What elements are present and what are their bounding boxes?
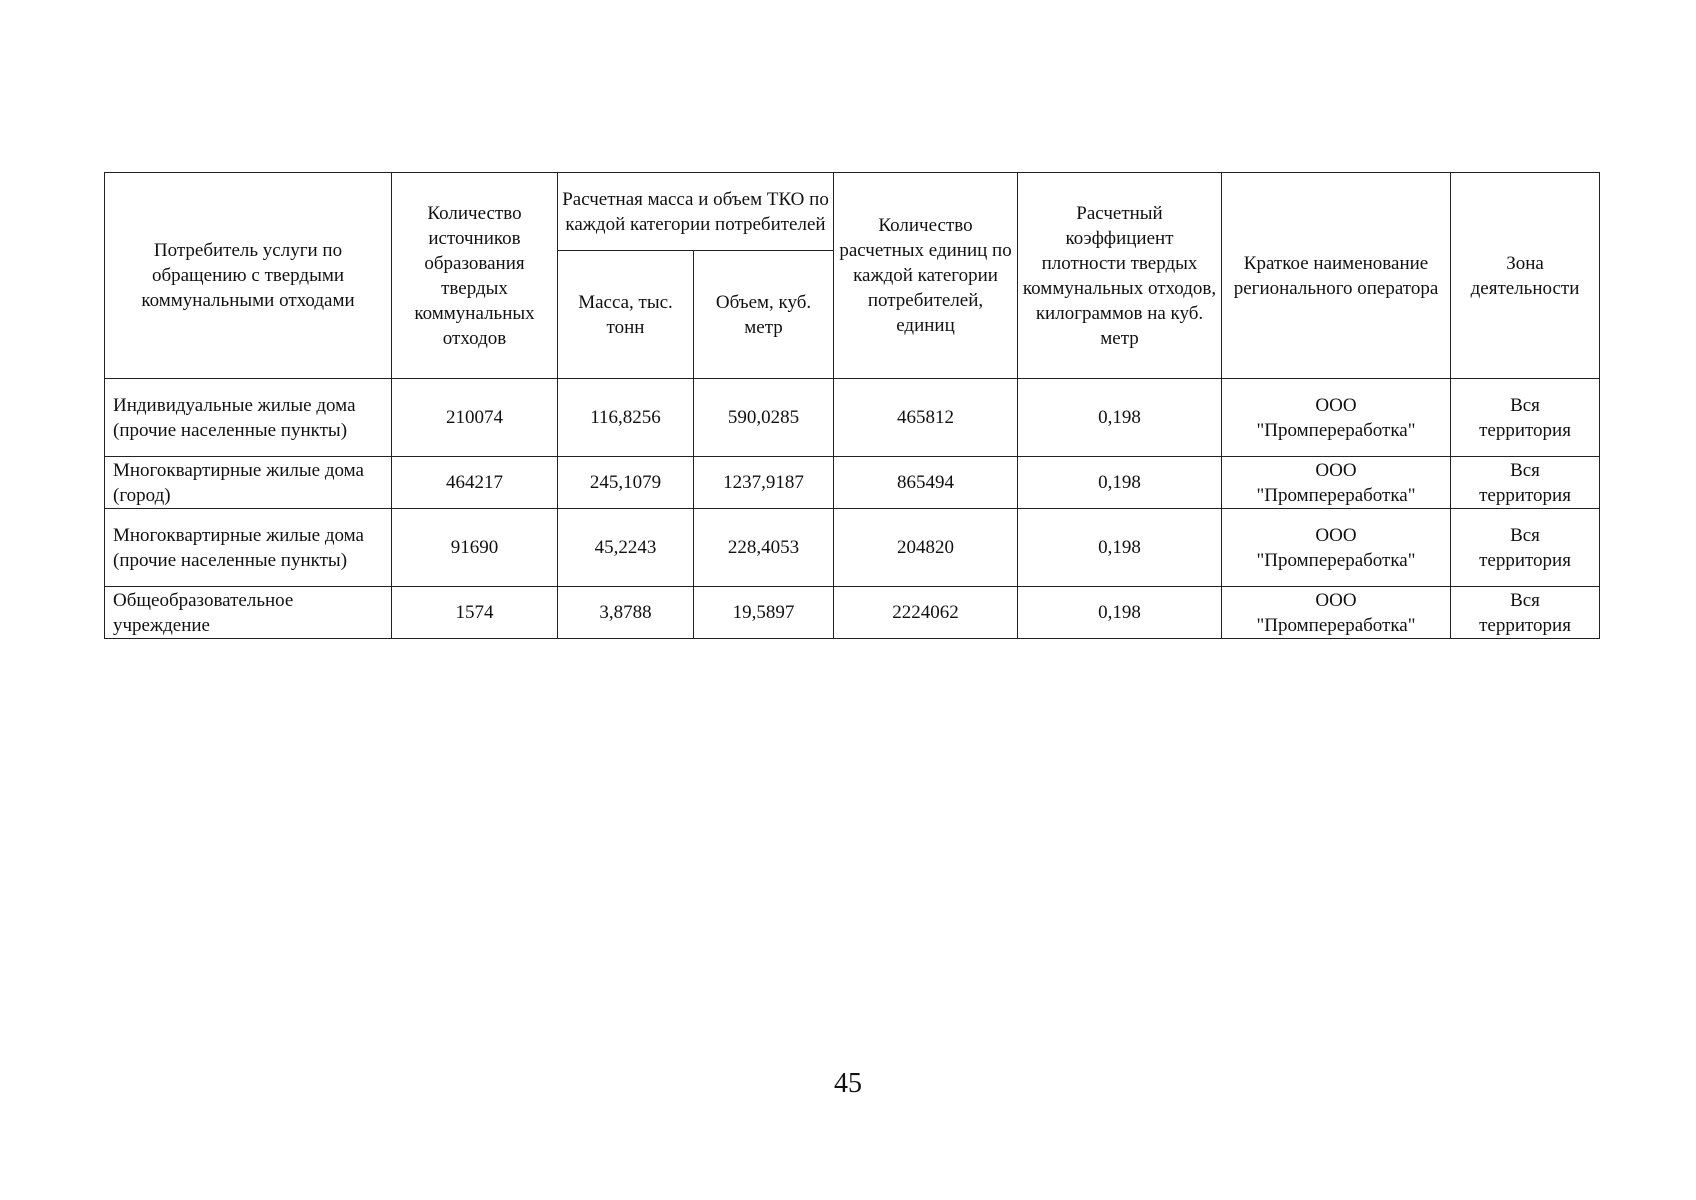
cell-sources: 91690 [392,509,558,587]
cell-operator [1222,587,1451,639]
header-zone: Зона деятельности [1451,173,1600,379]
header-mass: Масса, тыс. тонн [558,251,694,379]
cell-category: Индивидуальные жилые дома (прочие населенные пункты) [105,379,392,457]
cell-density: 0,198 [1018,379,1222,457]
cell-operator [1222,509,1451,587]
header-consumer: Потребитель услуги по обращению с твердыми коммунальными отходами [105,173,392,379]
cell-volume: 19,5897 [694,587,834,639]
table-row [105,379,1600,457]
cell-sources: 210074 [392,379,558,457]
cell-operator [1222,457,1451,509]
zone-line1: Вся [1510,589,1540,611]
operator-line1: ООО [1315,459,1357,481]
header-volume: Объем, куб. метр [694,251,834,379]
cell-volume: 228,4053 [694,509,834,587]
operator-line1: ООО [1315,394,1357,416]
cell-density: 0,198 [1018,457,1222,509]
zone-line2: территория [1479,614,1571,636]
header-sources: Количество источников образования твердых коммунальных отходов [392,173,558,379]
zone-line1: Вся [1510,459,1540,481]
cell-category: Многоквартирные жилые дома (город) [105,457,392,509]
operator-line2: "Промпереработка" [1256,484,1416,506]
cell-sources: 1574 [392,587,558,639]
waste-table [104,172,1600,639]
header-units: Количество расчетных единиц по каждой категории потребителей, единиц [834,173,1018,379]
cell-zone [1451,587,1600,639]
table-row [105,509,1600,587]
header-density: Расчетный коэффициент плотности твердых коммунальных отходов, килограммов на куб. метр [1018,173,1222,379]
operator-line2: "Промпереработка" [1256,614,1416,636]
header-mass-volume-group: Расчетная масса и объем ТКО по каждой категории потребителей [558,173,834,251]
cell-mass: 245,1079 [558,457,694,509]
cell-mass: 45,2243 [558,509,694,587]
cell-volume: 590,0285 [694,379,834,457]
cell-units: 865494 [834,457,1018,509]
table-row [105,587,1600,639]
cell-sources: 464217 [392,457,558,509]
operator-line1: ООО [1315,524,1357,546]
page-number: 45 [834,1068,862,1099]
operator-line1: ООО [1315,589,1357,611]
cell-mass: 3,8788 [558,587,694,639]
operator-line2: "Промпереработка" [1256,549,1416,571]
cell-category: Общеобразовательное учреждение [105,587,392,639]
cell-density: 0,198 [1018,587,1222,639]
cell-zone [1451,379,1600,457]
cell-mass: 116,8256 [558,379,694,457]
cell-units: 465812 [834,379,1018,457]
table-row [105,457,1600,509]
cell-operator [1222,379,1451,457]
cell-zone [1451,509,1600,587]
header-operator: Краткое наименование регионального оператора [1222,173,1451,379]
cell-category: Многоквартирные жилые дома (прочие населенные пункты) [105,509,392,587]
cell-volume: 1237,9187 [694,457,834,509]
zone-line2: территория [1479,419,1571,441]
cell-zone [1451,457,1600,509]
operator-line2: "Промпереработка" [1256,419,1416,441]
cell-units: 2224062 [834,587,1018,639]
zone-line2: территория [1479,549,1571,571]
zone-line1: Вся [1510,524,1540,546]
zone-line2: территория [1479,484,1571,506]
cell-density: 0,198 [1018,509,1222,587]
cell-units: 204820 [834,509,1018,587]
zone-line1: Вся [1510,394,1540,416]
